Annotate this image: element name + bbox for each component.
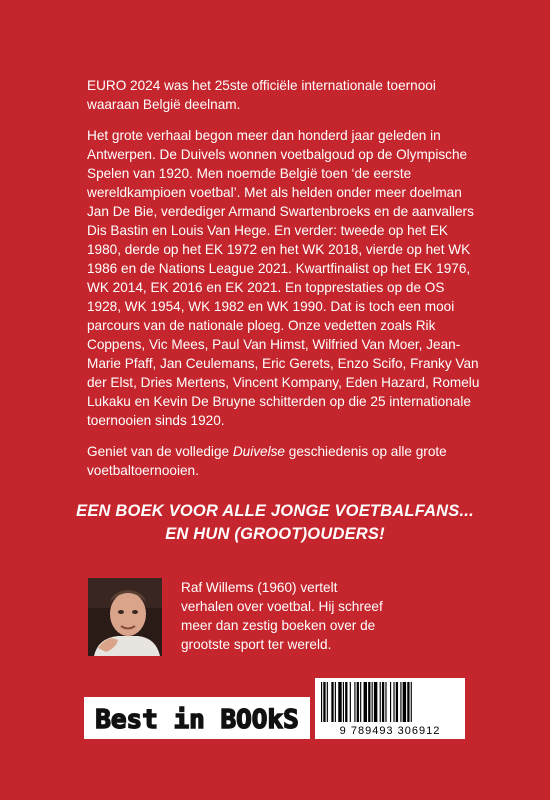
author-photo <box>88 578 162 656</box>
intro-p3-end: geschiedenis op alle grote voetbaltoernooien. <box>87 444 447 478</box>
author-bio: Raf Willems (1960) vertelt verhalen over voetbal. Hij schreef meer dan zestig boeken over de grootste sport ter wereld. <box>181 580 383 652</box>
barcode-bars <box>315 678 465 724</box>
intro-p3-italic: Duivelse <box>232 444 285 459</box>
slogan-line-1: EEN BOEK VOOR ALLE JONGE VOETBALFANS... <box>76 502 474 520</box>
intro-paragraph-3 <box>87 442 482 480</box>
back-cover-text <box>87 76 482 492</box>
intro-p3-start: Geniet van de volledige <box>87 444 233 459</box>
isbn-number: 9 789493 306912 <box>339 725 441 737</box>
intro-paragraph-1: EURO 2024 was het 25ste officiële internationale toernooi waaraan België deelnam. <box>87 78 436 112</box>
publisher-logo <box>84 697 310 739</box>
barcode <box>315 678 465 739</box>
slogan-line-2: EN HUN (GROOT)OUDERS! <box>165 525 385 543</box>
intro-paragraph-2: Het grote verhaal begon meer dan honderd jaar geleden in Antwerpen. De Duivels wonnen voetbalgoud op de Olympische Spelen van 1920. Men noemde België toen ‘de eerste wereldkampioen voetbal’. Met als helden onder meer doelman Jan De Bie, verdediger Armand Swartenbroeks en de aanvallers Dis Bastin en Louis Van Hege. En verder: tweede op het EK 1980, derde op het EK 1972 en het WK 2018, vierde op het WK 1986 en de Nations League 2021. Kwartfinalist op het EK 1976, WK 2014, EK 2016 en EK 2021. En topprestaties op de OS 1928, WK 1954, WK 1982 en WK 1990. Dat is toch een mooi parcours van de nationale ploeg. Onze vedetten zoals Rik Coppens, Vic Mees, Paul Van Himst, Wilfried Van Moer, Jean-Marie Pfaff, Jan Ceulemans, Eric Gerets, Enzo Scifo, Franky Van der Elst, Dries Mertens, Vincent Kompany, Eden Hazard, Romelu Lukaku en Kevin De Bruyne schitterden op die 25 internationale toernooien sinds 1920. <box>87 128 480 428</box>
slogan <box>70 500 480 546</box>
svg-text:Best in BOOkS: Best in BOOkS <box>95 705 299 735</box>
